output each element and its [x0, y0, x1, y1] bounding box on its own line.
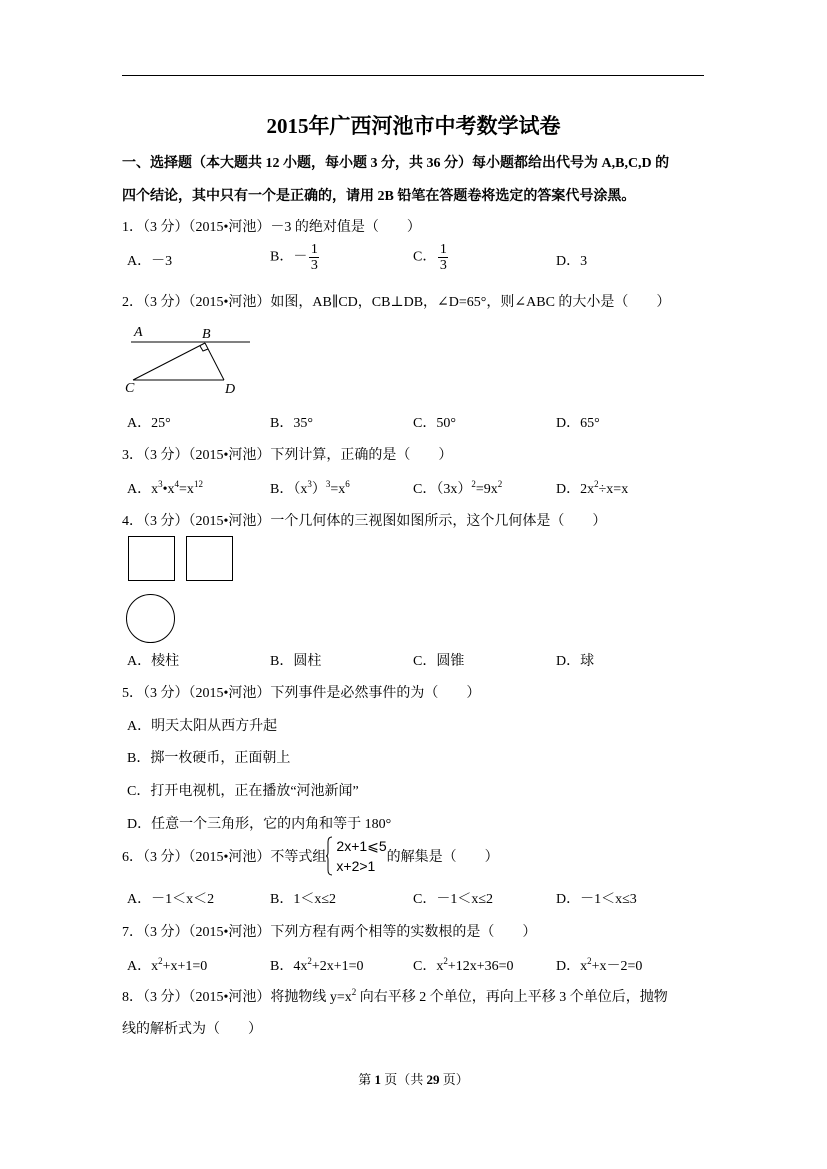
- expr-text: +2x+1=0: [311, 959, 364, 974]
- question-7-option-a: [127, 955, 207, 975]
- label-c: C: [125, 381, 135, 396]
- exponent: 2: [307, 956, 312, 966]
- question-1-option-d: D．3: [556, 254, 588, 269]
- question-7-stem: 7．（3 分）（2015•河池）下列方程有两个相等的实数根的是（ ）: [122, 925, 537, 940]
- expr-text: =x: [330, 482, 346, 497]
- expr-text: B．4x: [270, 959, 308, 974]
- segment-bd: [205, 343, 224, 380]
- option-b-prefix: B．－: [270, 249, 308, 265]
- exponent: 12: [193, 479, 203, 489]
- fraction-numerator: 1: [439, 242, 447, 257]
- label-a: A: [134, 325, 143, 340]
- stem-text: 的解集是（ ）: [386, 850, 499, 865]
- inequality-row-2: x+2>1: [336, 858, 376, 874]
- expr-text: +x－2=0: [591, 959, 643, 974]
- question-3-option-a: [127, 478, 203, 498]
- question-5-option-a: A．明天太阳从西方升起: [127, 719, 278, 734]
- stem-text: 向右平移 2 个单位，再向上平移 3 个单位后，抛物: [356, 990, 668, 1005]
- question-3-option-c: [413, 478, 502, 498]
- expr-text: =x: [179, 482, 194, 497]
- expr-text: D．x: [556, 959, 588, 974]
- question-5-option-c: C．打开电视机，正在播放“河池新闻”: [127, 784, 359, 799]
- question-6-stem: [122, 836, 499, 876]
- current-page-number: 1: [374, 1072, 381, 1087]
- question-6-option-d: D．－1＜x≤3: [556, 892, 637, 907]
- total-pages: 29: [426, 1072, 440, 1087]
- inequality-row-1: 2x+1⩽5: [336, 838, 387, 854]
- left-brace: [326, 836, 332, 876]
- exponent: 2: [587, 956, 592, 966]
- exponent: 2: [594, 479, 599, 489]
- section-instruction-line1: 一、选择题（本大题共 12 小题，每小题 3 分，共 36 分）每小题都给出代号为 A,B,C,D 的: [122, 156, 670, 171]
- question-4-stem: 4．（3 分）（2015•河池）一个几何体的三视图如图所示，这个几何体是（ ）: [122, 514, 607, 529]
- question-5-stem: 5．（3 分）（2015•河池）下列事件是必然事件的为（ ）: [122, 686, 481, 701]
- label-b: B: [202, 327, 211, 342]
- question-2-figure: [122, 322, 257, 400]
- fraction-denominator: 3: [439, 258, 447, 273]
- inequality-system: [326, 836, 386, 876]
- exponent: 3: [307, 479, 312, 489]
- question-8-stem: [122, 986, 668, 1006]
- question-2-option-b: B．35°: [270, 416, 313, 431]
- question-4-option-a: A．棱柱: [127, 654, 180, 669]
- fraction-denominator: 3: [310, 258, 318, 273]
- exponent: 4: [174, 479, 180, 489]
- page-footer: [0, 1069, 827, 1088]
- question-7-option-c: [413, 955, 514, 975]
- footer-text: 页）: [439, 1072, 469, 1087]
- option-c-prefix: C．: [413, 249, 437, 265]
- question-2-option-a: A．25°: [127, 416, 171, 431]
- expr-text: B．（x: [270, 482, 308, 497]
- stem-text: 8．（3 分）（2015•河池）将抛物线 y=x: [122, 990, 352, 1005]
- footer-text: 页（共: [380, 1072, 427, 1087]
- expr-text: +x+1=0: [162, 959, 208, 974]
- section-instruction-line2: 四个结论，其中只有一个是正确的，请用 2B 铅笔在答题卷将选定的答案代号涂黑。: [122, 189, 636, 204]
- exponent: 3: [325, 479, 331, 489]
- expr-text: D．2x: [556, 482, 595, 497]
- fraction-one-third: [309, 242, 319, 273]
- exponent: 2: [443, 956, 448, 966]
- question-6-option-b: B．1＜x≤2: [270, 892, 337, 907]
- exponent: 2: [158, 956, 163, 966]
- footer-text: 第: [358, 1072, 375, 1087]
- exponent: 2: [471, 479, 476, 489]
- expr-text: A．x: [127, 959, 159, 974]
- question-1-option-a: A．－3: [127, 254, 173, 269]
- question-6-option-c: C．－1＜x≤2: [413, 892, 494, 907]
- question-4-option-b: B．圆柱: [270, 654, 322, 669]
- expr-text: +12x+36=0: [447, 959, 514, 974]
- segment-cb: [133, 343, 205, 380]
- label-d: D: [225, 382, 236, 397]
- exponent: 2: [351, 987, 357, 997]
- question-2-option-c: C．50°: [413, 416, 456, 431]
- expr-text: ÷x=x: [598, 482, 629, 497]
- question-7-option-d: [556, 955, 642, 975]
- expr-text: C．（3x）: [413, 482, 472, 497]
- header-rule: [122, 75, 704, 76]
- exponent: 6: [345, 479, 350, 489]
- question-7-option-b: [270, 955, 364, 975]
- top-view-circle: [126, 594, 175, 643]
- question-1-stem: 1．（3 分）（2015•河池）－3 的绝对值是（ ）: [122, 220, 421, 235]
- question-1-option-b: [270, 242, 319, 273]
- question-2-stem: 2．（3 分）（2015•河池）如图，AB∥CD，CB⊥DB，∠D=65°，则∠ABC 的大小是（ ）: [122, 295, 671, 310]
- expr-text: C．x: [413, 959, 444, 974]
- exponent: 2: [497, 479, 503, 489]
- question-4-option-d: D．球: [556, 654, 595, 669]
- expr-text: A．x: [127, 482, 159, 497]
- page-title: 2015年广西河池市中考数学试卷: [266, 114, 561, 138]
- question-3-stem: 3．（3 分）（2015•河池）下列计算，正确的是（ ）: [122, 448, 453, 463]
- question-6-option-a: A．－1＜x＜2: [127, 892, 215, 907]
- question-5-option-d: D．任意一个三角形，它的内角和等于 180°: [127, 817, 392, 832]
- question-5-option-b: B．掷一枚硬币，正面朝上: [127, 751, 291, 766]
- question-2-option-d: D．65°: [556, 416, 600, 431]
- front-view-square: [128, 536, 175, 581]
- question-3-option-b: [270, 478, 350, 498]
- expr-text: •x: [162, 482, 175, 497]
- expr-text: =9x: [475, 482, 498, 497]
- expr-text: ）: [311, 482, 326, 497]
- question-3-option-d: [556, 478, 628, 498]
- question-8-stem-line2: 线的解析式为（ ）: [122, 1022, 262, 1037]
- fraction-one-third: [438, 242, 448, 273]
- question-4-option-c: C．圆锥: [413, 654, 465, 669]
- stem-text: 6．（3 分）（2015•河池）不等式组: [122, 850, 327, 865]
- exponent: 3: [158, 479, 163, 489]
- side-view-square: [186, 536, 233, 581]
- question-1-option-c: [413, 242, 448, 273]
- fraction-numerator: 1: [310, 242, 318, 257]
